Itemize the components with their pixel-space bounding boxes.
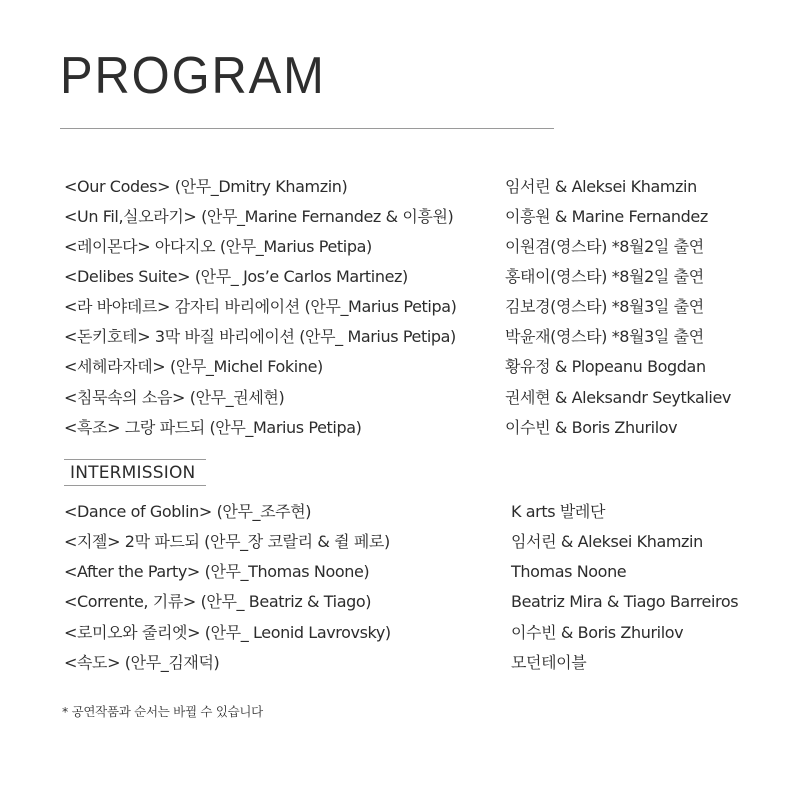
program-cast: 이원겸(영스타) *8월2일 출연 (505, 237, 704, 256)
program-cast: 이수빈 & Boris Zhurilov (505, 418, 678, 437)
program-cast: K arts 발레단 (511, 502, 606, 521)
program-cast: 임서린 & Aleksei Khamzin (505, 177, 697, 196)
program-piece: <흑조> 그랑 파드되 (안무_Marius Petipa) (64, 418, 362, 437)
program-cast: 황유정 & Plopeanu Bogdan (505, 357, 706, 376)
program-piece: <로미오와 줄리엣> (안무_ Leonid Lavrovsky) (64, 623, 391, 642)
program-cast: 이흥원 & Marine Fernandez (505, 207, 708, 226)
program-piece: <Un Fil,실오라기> (안무_Marine Fernandez & 이흥원) (64, 207, 454, 226)
program-piece: <Corrente, 기류> (안무_ Beatriz & Tiago) (64, 592, 372, 611)
program-cast: 모던테이블 (511, 653, 587, 672)
program-piece: <Dance of Goblin> (안무_조주현) (64, 502, 312, 521)
program-cast: 권세현 & Aleksandr Seytkaliev (505, 388, 731, 407)
program-cast: 이수빈 & Boris Zhurilov (511, 623, 684, 642)
program-cast: Thomas Noone (511, 562, 627, 581)
program-cast: Beatriz Mira & Tiago Barreiros (511, 592, 739, 611)
program-piece: <Our Codes> (안무_Dmitry Khamzin) (64, 177, 348, 196)
program-piece: <Delibes Suite> (안무_ Jos’e Carlos Martinez) (64, 267, 408, 286)
program-piece: <돈키호테> 3막 바질 바리에이션 (안무_ Marius Petipa) (64, 327, 456, 346)
program-piece: <침묵속의 소음> (안무_권세현) (64, 388, 285, 407)
program-piece: <After the Party> (안무_Thomas Noone) (64, 562, 370, 581)
program-piece: <지젤> 2막 파드되 (안무_장 코랄리 & 쥘 페로) (64, 532, 390, 551)
program-cast: 김보경(영스타) *8월3일 출연 (505, 297, 704, 316)
footnote: * 공연작품과 순서는 바뀔 수 있습니다 (62, 704, 263, 719)
program-cast: 박윤재(영스타) *8월3일 출연 (505, 327, 704, 346)
program-cast: 임서린 & Aleksei Khamzin (511, 532, 703, 551)
page-title: PROGRAM (60, 47, 326, 105)
program-piece: <속도> (안무_김재덕) (64, 653, 220, 672)
program-piece: <라 바야데르> 감자티 바리에이션 (안무_Marius Petipa) (64, 297, 457, 316)
title-divider (60, 128, 554, 129)
program-cast: 홍태이(영스타) *8월2일 출연 (505, 267, 704, 286)
program-piece: <세헤라자데> (안무_Michel Fokine) (64, 357, 323, 376)
program-piece: <레이몬다> 아다지오 (안무_Marius Petipa) (64, 237, 372, 256)
intermission-label: INTERMISSION (64, 459, 206, 486)
